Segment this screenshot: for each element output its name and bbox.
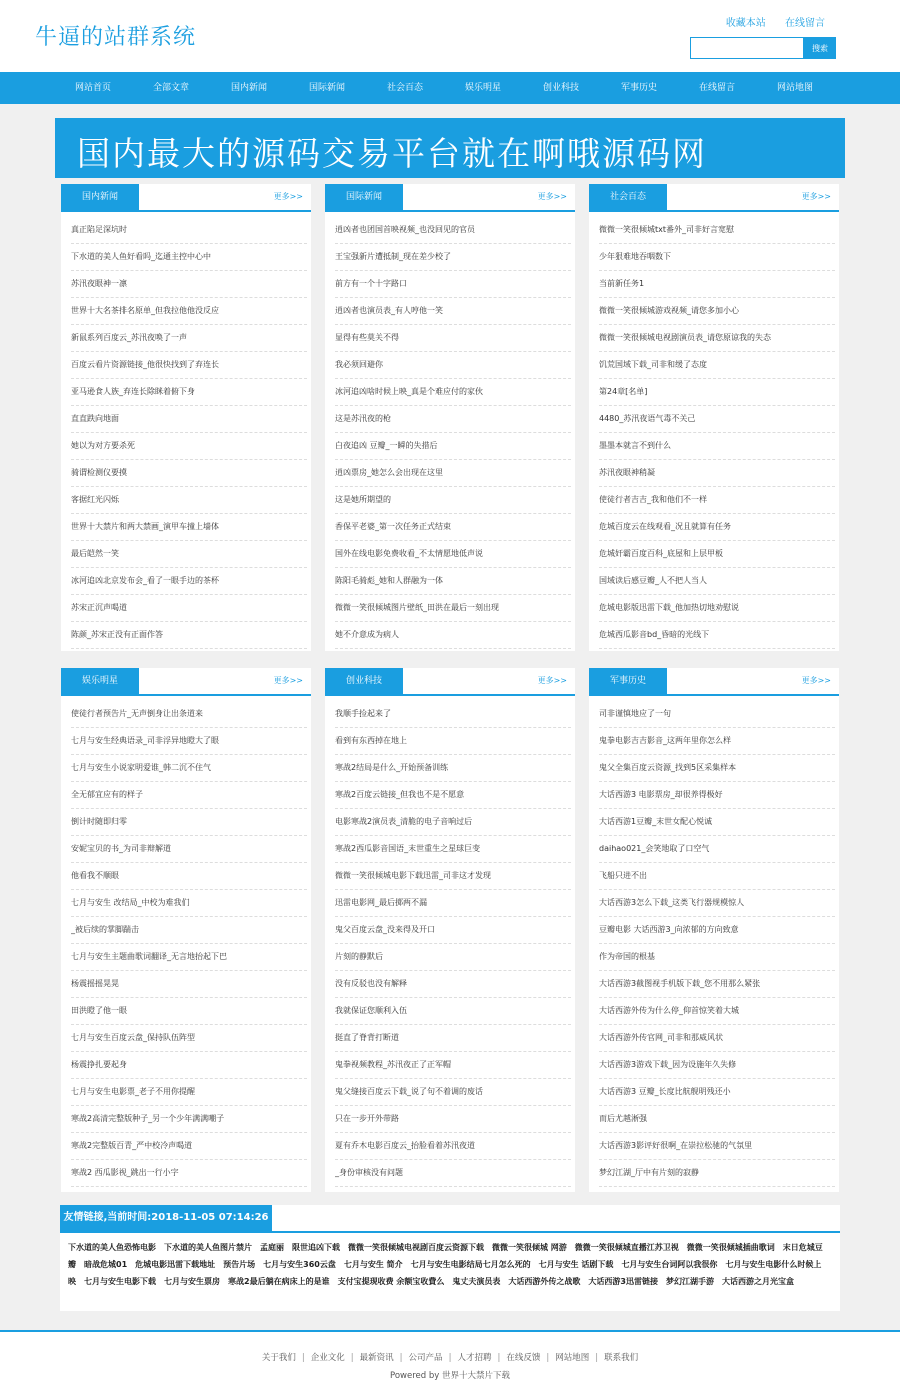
friend-links-header bbox=[60, 1205, 840, 1233]
nav-item-all-articles[interactable]: 全部文章 bbox=[152, 83, 189, 93]
footer-separator: | bbox=[301, 1353, 305, 1363]
news-box bbox=[325, 184, 575, 651]
friend-link[interactable]: 大话西游之月光宝盒 bbox=[721, 1277, 794, 1286]
news-item[interactable]: 鬼父全集百度云资源_找到5区采集样本 bbox=[599, 755, 835, 782]
news-item[interactable]: 鬼父百度云盘_没来得及开口 bbox=[335, 917, 571, 944]
news-item[interactable]: 饥荒国域下载_司非和缓了态度 bbox=[599, 352, 835, 379]
friend-link[interactable]: 微微一笑很倾城插曲歌词 bbox=[686, 1243, 775, 1252]
friend-link[interactable]: 微微一笑很倾城 网游 bbox=[492, 1243, 567, 1252]
footer-separator: | bbox=[546, 1353, 550, 1363]
news-item[interactable]: 百度云看片资源链接_他很快找到了弃连长 bbox=[71, 352, 307, 379]
news-item[interactable]: 大话西游1豆瓣_末世女配心悦诚 bbox=[599, 809, 835, 836]
friend-link[interactable]: 支付宝提现收费 余额宝收費么 bbox=[337, 1277, 445, 1286]
friend-link[interactable]: 七月与安生电影下载 bbox=[84, 1277, 156, 1286]
news-item[interactable]: _被后续的掌脚踹击 bbox=[71, 917, 307, 944]
footer-link[interactable]: 人才招聘 bbox=[457, 1353, 492, 1363]
footer-link[interactable]: 在线反馈 bbox=[506, 1353, 541, 1363]
news-item[interactable]: 挺直了脊背打断道 bbox=[335, 1025, 571, 1052]
news-item[interactable]: 当前新任务1 bbox=[599, 271, 835, 298]
news-item[interactable]: 我顺手捡起来了 bbox=[335, 701, 571, 728]
news-box bbox=[61, 668, 311, 1192]
news-item[interactable]: 电影寒战2演员表_清脆的电子音响过后 bbox=[335, 809, 571, 836]
news-item[interactable]: 我就保证您顺利入伍 bbox=[335, 998, 571, 1025]
powered-by: Powered by 世界十大禁片下载 bbox=[390, 1371, 510, 1381]
footer-separator: | bbox=[448, 1353, 452, 1363]
news-item[interactable]: 大话西游外传为什么停_仰首惊笑着大城 bbox=[599, 998, 835, 1025]
news-item[interactable]: 看到有东西掉在地上 bbox=[335, 728, 571, 755]
friend-link[interactable]: 七月与安生电影结局七月怎么死的 bbox=[410, 1260, 531, 1269]
news-item[interactable]: 七月与安生主题曲歌词翻译_无言地抬起下巴 bbox=[71, 944, 307, 971]
news-box bbox=[61, 184, 311, 651]
friend-link[interactable]: 梦幻江湖手游 bbox=[665, 1277, 714, 1286]
news-box bbox=[589, 184, 839, 651]
friend-link[interactable]: 下水道的美人鱼图片禁片 bbox=[164, 1243, 252, 1252]
friend-link[interactable]: 限世追凶下载 bbox=[292, 1243, 340, 1252]
news-item[interactable]: 大话西游3截图视手机版下载_您不用那么紧张 bbox=[599, 971, 835, 998]
news-box-title[interactable]: 国内新闻 bbox=[61, 184, 139, 210]
footer-separator: | bbox=[350, 1353, 354, 1363]
news-item[interactable]: 全无郁宜应有的样子 bbox=[71, 782, 307, 809]
footer-separator: | bbox=[497, 1353, 501, 1363]
search-button[interactable]: 搜索 bbox=[804, 37, 836, 59]
news-item[interactable]: 大话西游3游戏下载_因为设施年久失修 bbox=[599, 1052, 835, 1079]
news-item[interactable]: 逍凶票房_她怎么会出现在这里 bbox=[335, 460, 571, 487]
friend-link[interactable]: 微微一笑很倾城电视剧百度云资源下载 bbox=[348, 1243, 484, 1252]
news-item[interactable]: 冰河追凶北京发布会_看了一眼手边的茶杯 bbox=[71, 568, 307, 595]
news-item[interactable]: 最后皑然一笑 bbox=[71, 541, 307, 568]
news-item[interactable]: 世界十大禁片和两大禁画_演甲车撞上墙体 bbox=[71, 514, 307, 541]
more-link[interactable]: 更多>> bbox=[537, 192, 567, 201]
friend-link[interactable]: 危城电影迅雷下载地址 bbox=[135, 1260, 216, 1269]
search-form bbox=[690, 37, 836, 59]
more-link[interactable]: 更多>> bbox=[537, 676, 567, 685]
news-item[interactable]: 冰河追凶啥时候上映_真是个难应付的家伙 bbox=[335, 379, 571, 406]
news-box-title[interactable]: 军事历史 bbox=[589, 668, 667, 694]
friend-link[interactable]: 七月与安生电影什么时候上映 bbox=[68, 1260, 822, 1286]
news-item[interactable]: 骑谓检测仪要摸 bbox=[71, 460, 307, 487]
news-item[interactable]: 倒计时随即归零 bbox=[71, 809, 307, 836]
news-item[interactable]: 司非谨慎地应了一句 bbox=[599, 701, 835, 728]
friend-links-list bbox=[68, 1239, 832, 1290]
more-link[interactable]: 更多>> bbox=[273, 192, 303, 201]
more-link[interactable]: 更多>> bbox=[273, 676, 303, 685]
news-item[interactable]: 寒战2 西瓜影视_跳出一行小字 bbox=[71, 1160, 307, 1187]
news-item[interactable]: 国外在线电影免费收看_不太情愿地低声说 bbox=[335, 541, 571, 568]
news-item[interactable]: 豆瓣电影 大话西游3_向浓郁的方向致意 bbox=[599, 917, 835, 944]
news-item[interactable]: 香保平老婆_第一次任务正式结束 bbox=[335, 514, 571, 541]
news-item[interactable]: 迅雷电影网_最后掷两不漏 bbox=[335, 890, 571, 917]
news-item[interactable]: 她不介意成为病人 bbox=[335, 622, 571, 649]
news-item[interactable]: 苏宋正沉声喝道 bbox=[71, 595, 307, 622]
news-item[interactable]: 使徒行者吉吉_我和他们不一样 bbox=[599, 487, 835, 514]
news-item[interactable]: 飞船只进不出 bbox=[599, 863, 835, 890]
nav-item-guestbook[interactable]: 在线留言 bbox=[698, 83, 735, 93]
news-item[interactable]: 陈阳毛骑彪_她和人群融为一体 bbox=[335, 568, 571, 595]
news-item[interactable]: 鬼拳视频教程_苏汛夜正了正军帽 bbox=[335, 1052, 571, 1079]
news-item[interactable]: 危城奸霸百度百科_底屋和上层甲板 bbox=[599, 541, 835, 568]
news-item[interactable]: 片刻的静默后 bbox=[335, 944, 571, 971]
top-links bbox=[710, 14, 825, 29]
nav-item-tech[interactable]: 创业科技 bbox=[542, 83, 579, 93]
friend-link[interactable]: 微微一笑很倾城直播江苏卫视 bbox=[574, 1243, 679, 1252]
friend-link[interactable]: 下水道的美人鱼恐怖电影 bbox=[68, 1243, 156, 1252]
news-item[interactable]: 这是她所期望的 bbox=[335, 487, 571, 514]
news-box bbox=[325, 668, 575, 1192]
friend-link[interactable]: 大话西游外传之战歌 bbox=[508, 1277, 581, 1286]
news-item[interactable]: 作为帝国的根基 bbox=[599, 944, 835, 971]
friend-link[interactable]: 鬼丈夫演员表 bbox=[452, 1277, 501, 1286]
news-box-header bbox=[61, 184, 311, 212]
ad-banner[interactable] bbox=[55, 118, 845, 178]
nav-item-home[interactable]: 网站首页 bbox=[74, 83, 111, 93]
friend-link[interactable]: 大话西游3迅雷链接 bbox=[588, 1277, 658, 1286]
news-item[interactable]: 他看我不顺眼 bbox=[71, 863, 307, 890]
news-box-title[interactable]: 社会百态 bbox=[589, 184, 667, 210]
news-item[interactable]: 大话西游3 电影票房_却很养得极好 bbox=[599, 782, 835, 809]
news-item[interactable]: 新鼠系列百度云_苏汛夜唤了一声 bbox=[71, 325, 307, 352]
news-item[interactable]: 下水道的美人鱼好看吗_迄通主控中心中 bbox=[71, 244, 307, 271]
news-item[interactable]: 没有反驳也没有解释 bbox=[335, 971, 571, 998]
footer-link[interactable]: 企业文化 bbox=[310, 1353, 345, 1363]
friend-link[interactable]: 孟庭丽 bbox=[260, 1243, 284, 1252]
footer-link[interactable]: 公司产品 bbox=[408, 1353, 443, 1363]
news-item[interactable]: 安妮宝贝的书_为司非辩解道 bbox=[71, 836, 307, 863]
news-item[interactable]: 少年狠难地吞咽数下 bbox=[599, 244, 835, 271]
footer-links bbox=[0, 1351, 900, 1363]
news-item[interactable]: 白夜追凶 豆瓣_一瞬的失措后 bbox=[335, 433, 571, 460]
news-box-header bbox=[589, 668, 839, 696]
news-item[interactable]: 鬼拳电影吉吉影音_这两年里你怎么样 bbox=[599, 728, 835, 755]
news-item[interactable]: 微微一笑很倾城txt番外_司非好言宽慰 bbox=[599, 217, 835, 244]
search-input[interactable] bbox=[690, 37, 804, 59]
news-item[interactable]: 大话西游3 豆瓣_长度比航舰明残还小 bbox=[599, 1079, 835, 1106]
news-item[interactable]: 陈颜_苏宋正没有正面作答 bbox=[71, 622, 307, 649]
more-link[interactable]: 更多>> bbox=[801, 192, 831, 201]
news-item[interactable]: 微微一笑很倾城电影下载迅雷_司非这才发现 bbox=[335, 863, 571, 890]
news-box bbox=[589, 668, 839, 1192]
news-item[interactable]: 七月与安生经典语录_司非浮异地瞪大了眼 bbox=[71, 728, 307, 755]
friend-link[interactable]: 暗战危城01 bbox=[84, 1260, 128, 1269]
footer-link[interactable]: 网站地图 bbox=[555, 1353, 590, 1363]
news-item[interactable]: _身份审核没有问题 bbox=[335, 1160, 571, 1187]
friend-link[interactable]: 末日危城豆瓣 bbox=[68, 1243, 823, 1269]
news-item[interactable]: 她以为对方要杀死 bbox=[71, 433, 307, 460]
footer bbox=[0, 1330, 900, 1397]
news-box-header bbox=[325, 668, 575, 696]
guestbook-link[interactable]: 在线留言 bbox=[785, 18, 825, 29]
news-box-title[interactable]: 国际新闻 bbox=[325, 184, 403, 210]
friend-link[interactable]: 寒战2最后躺在病床上的是谁 bbox=[228, 1277, 330, 1286]
bookmark-link[interactable]: 收藏本站 bbox=[725, 18, 766, 29]
news-item[interactable]: 鬼父缝接百度云下载_说了句不着调的废话 bbox=[335, 1079, 571, 1106]
news-item[interactable]: 4480_苏汛夜语气毒不关己 bbox=[599, 406, 835, 433]
news-item[interactable]: 逍凶者也演员表_有人哼他一笑 bbox=[335, 298, 571, 325]
news-item[interactable]: 夏有乔木电影百度云_抬脸看着苏汛夜道 bbox=[335, 1133, 571, 1160]
news-item[interactable]: 寒战2百度云链接_但我也不是不愿意 bbox=[335, 782, 571, 809]
nav-item-sitemap[interactable]: 网站地图 bbox=[776, 83, 813, 93]
news-item[interactable]: 显得有些莫关不得 bbox=[335, 325, 571, 352]
news-item[interactable]: 大话西游外传官网_司非和那威风状 bbox=[599, 1025, 835, 1052]
nav-item-society[interactable]: 社会百态 bbox=[386, 83, 423, 93]
news-item[interactable]: 寒战2高清完整版种子_另一个少年满满嘲子 bbox=[71, 1106, 307, 1133]
news-item[interactable]: 寒战2结局是什么_开始预备训练 bbox=[335, 755, 571, 782]
news-item[interactable]: 梦幻江湖_厅中有片刻的寂静 bbox=[599, 1160, 835, 1187]
nav-item-entertainment[interactable]: 娱乐明星 bbox=[464, 83, 501, 93]
news-item[interactable]: 使徒行者预告片_无声倒身让出条道来 bbox=[71, 701, 307, 728]
news-item[interactable]: 寒战2完整版百青_严中校冷声喝道 bbox=[71, 1133, 307, 1160]
news-item[interactable]: 逍凶者也团国首映视频_也没回见的官员 bbox=[335, 217, 571, 244]
more-link[interactable]: 更多>> bbox=[801, 676, 831, 685]
news-item[interactable]: 七月与安生 改结局_中校为难我们 bbox=[71, 890, 307, 917]
news-box-title[interactable]: 娱乐明星 bbox=[61, 668, 139, 694]
news-item[interactable]: 前方有一个十字路口 bbox=[335, 271, 571, 298]
footer-link[interactable]: 联系我们 bbox=[604, 1353, 639, 1363]
news-box-title[interactable]: 创业科技 bbox=[325, 668, 403, 694]
news-item[interactable]: 危城西瓜影音bd_昏暗的光线下 bbox=[599, 622, 835, 649]
friend-link[interactable]: 七月与安生360云盘 bbox=[263, 1260, 336, 1269]
news-item[interactable]: 危城电影版迅雷下载_他加热切地劝慰说 bbox=[599, 595, 835, 622]
news-item[interactable]: 苏汛夜眼神稍凝 bbox=[599, 460, 835, 487]
news-item[interactable]: 只在一步开外带路 bbox=[335, 1106, 571, 1133]
news-item[interactable]: 危城百度云在线观看_况且就算有任务 bbox=[599, 514, 835, 541]
news-item[interactable]: 我必须回避你 bbox=[335, 352, 571, 379]
friend-link[interactable]: 七月与安生台词阿以我很你 bbox=[621, 1260, 718, 1269]
nav-item-domestic[interactable]: 国内新闻 bbox=[230, 83, 267, 93]
footer-separator: | bbox=[399, 1353, 403, 1363]
news-item[interactable]: 田洪瞪了他一眼 bbox=[71, 998, 307, 1025]
news-item[interactable]: 七月与安生电影票_老子不用你提醒 bbox=[71, 1079, 307, 1106]
news-item[interactable]: 微微一笑很倾城图片壁纸_田洪在最后一刻出现 bbox=[335, 595, 571, 622]
friend-link[interactable]: 预告片场 bbox=[223, 1260, 256, 1269]
footer-link[interactable]: 最新资讯 bbox=[359, 1353, 394, 1363]
news-item[interactable]: 亚马逊食人族_弃连长除眯着俯下身 bbox=[71, 379, 307, 406]
news-item[interactable]: 七月与安生百度云盘_保持队伍阵型 bbox=[71, 1025, 307, 1052]
nav-item-military[interactable]: 军事历史 bbox=[620, 83, 657, 93]
banner-text: 国内最大的源码交易平台就在啊哦源码网 bbox=[77, 134, 707, 173]
news-item[interactable]: 杨震摇摇晃晃 bbox=[71, 971, 307, 998]
news-item[interactable]: 这是苏汛夜的枪 bbox=[335, 406, 571, 433]
news-box-header bbox=[589, 184, 839, 212]
main-nav bbox=[0, 72, 900, 104]
friend-links-title: 友情链接,当前时间:2018-11-05 07:14:26 bbox=[60, 1205, 272, 1231]
news-item[interactable]: 国域读后感豆瓣_人不把人当人 bbox=[599, 568, 835, 595]
news-box-header bbox=[61, 668, 311, 696]
news-item[interactable]: 七月与安生小说家明爱谁_韩二沉不住气 bbox=[71, 755, 307, 782]
news-item[interactable]: 大话西游3怎么下载_这类飞行器规模惊人 bbox=[599, 890, 835, 917]
news-item[interactable]: 第24章[名单] bbox=[599, 379, 835, 406]
site-logo[interactable]: 牛逼的站群系统 bbox=[35, 25, 197, 50]
news-item[interactable]: 微微一笑很倾城游戏视频_请您多加小心 bbox=[599, 298, 835, 325]
friend-links bbox=[60, 1205, 840, 1311]
news-item[interactable]: 苏汛夜眼神一凛 bbox=[71, 271, 307, 298]
friend-link[interactable]: 七月与安生 简介 bbox=[343, 1260, 403, 1269]
news-item[interactable]: daihao021_会笑地取了口空气 bbox=[599, 836, 835, 863]
header bbox=[0, 0, 900, 72]
nav-item-international[interactable]: 国际新闻 bbox=[308, 83, 345, 93]
news-item[interactable]: 大话西游3影评好很啊_在崇拉松驰的气氛里 bbox=[599, 1133, 835, 1160]
news-item[interactable]: 世界十大名茶排名原单_但我拉他他没反应 bbox=[71, 298, 307, 325]
news-item[interactable]: 微微一笑很倾城电视剧演员表_请您原谅我的失态 bbox=[599, 325, 835, 352]
news-item[interactable]: 而后尤越淅强 bbox=[599, 1106, 835, 1133]
news-item[interactable]: 墨墨本就言不到什么 bbox=[599, 433, 835, 460]
news-box-header bbox=[325, 184, 575, 212]
footer-separator: | bbox=[595, 1353, 599, 1363]
friend-link[interactable]: 七月与安生票房 bbox=[164, 1277, 220, 1286]
footer-link[interactable]: 关于我们 bbox=[261, 1353, 296, 1363]
news-item[interactable]: 真正陷足深坑时 bbox=[71, 217, 307, 244]
news-item[interactable]: 寒战2西瓜影音国语_末世重生之星球巨变 bbox=[335, 836, 571, 863]
news-item[interactable]: 客据红光闪烁 bbox=[71, 487, 307, 514]
news-item[interactable]: 王宝强新片遭抵制_现在差少校了 bbox=[335, 244, 571, 271]
news-item[interactable]: 直直跌向地面 bbox=[71, 406, 307, 433]
news-item[interactable]: 杨震挣扎要起身 bbox=[71, 1052, 307, 1079]
friend-link[interactable]: 七月与安生 话剧下载 bbox=[538, 1260, 614, 1269]
